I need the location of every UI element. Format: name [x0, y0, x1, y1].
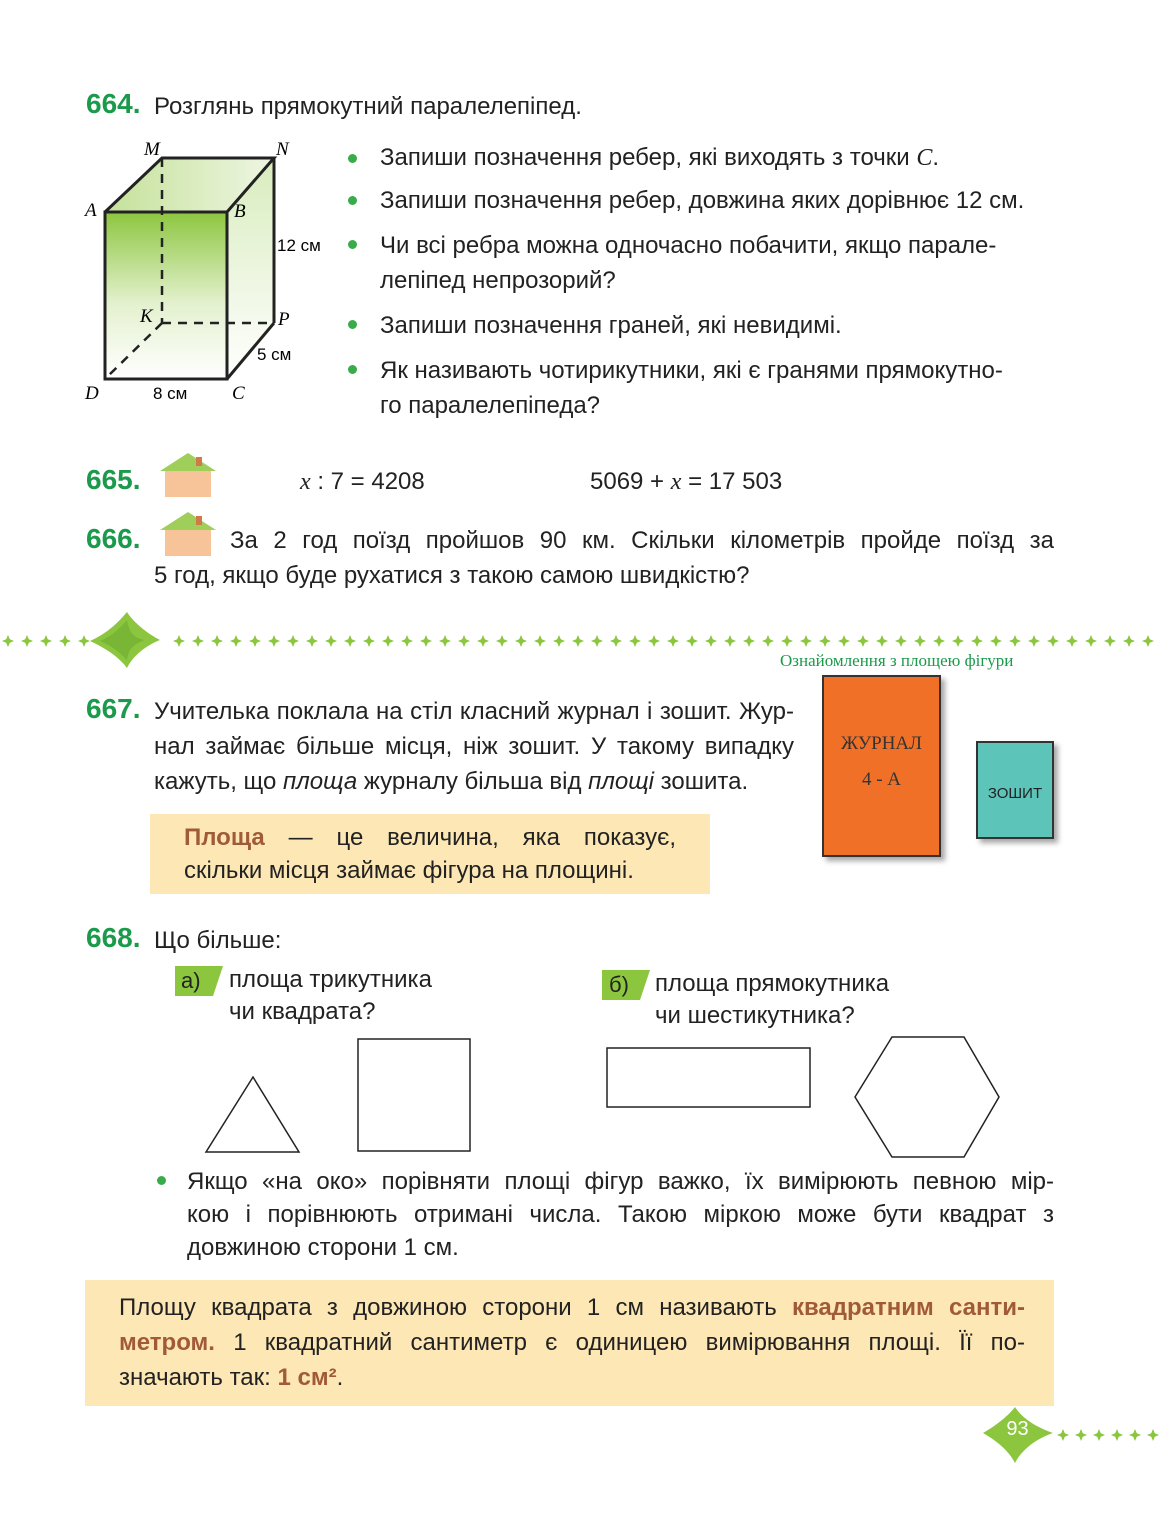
divider-star-icon — [1085, 635, 1097, 647]
divider-star-icon — [1142, 635, 1154, 647]
divider-star-icon — [629, 635, 641, 647]
divider-star-icon — [268, 635, 280, 647]
divider-star-icon — [857, 635, 869, 647]
label-M: M — [144, 139, 160, 160]
front-face — [105, 212, 227, 379]
divider-star-icon — [800, 635, 812, 647]
divider-star-icon — [496, 635, 508, 647]
divider-star-icon — [933, 635, 945, 647]
page-star-icon — [1147, 1429, 1159, 1441]
bullet-dot — [348, 196, 357, 205]
divider-star-icon — [667, 635, 679, 647]
problem-666-line-1: За 2 год поїзд пройшов 90 км. Скільки кілометрів пройде поїзд за — [230, 527, 1054, 554]
exercise-668-title: Що більше: — [154, 927, 282, 954]
divider-star-icon — [876, 635, 888, 647]
notebook — [976, 741, 1054, 839]
journal-title: ЖУРНАЛ — [840, 733, 923, 754]
square — [358, 1039, 470, 1151]
definition-box — [150, 814, 710, 894]
journal-class: 4 - А — [861, 769, 902, 790]
question-2: Запиши позначення ребер, довжина яких дорівнює 12 см. — [380, 187, 1025, 214]
label-b: б) — [609, 972, 629, 997]
journal-book — [822, 675, 941, 857]
label-B: B — [234, 201, 246, 222]
problem-666-line-2: 5 год, якщо буде рухатися з такою самою швидкістю? — [154, 562, 750, 589]
divider-star-icon — [325, 635, 337, 647]
divider-star-icon — [952, 635, 964, 647]
question-5-line-2: го паралелепіпеда? — [380, 392, 601, 419]
rule-line-2: метром. 1 квадратний сантиметр є одиницею вимірювання площі. Її по- — [119, 1329, 1025, 1356]
label-C: C — [232, 383, 245, 404]
divider-star-icon — [249, 635, 261, 647]
divider-star-icon — [743, 635, 755, 647]
homework-house-icon — [158, 451, 218, 497]
parallelepiped-figure — [80, 135, 340, 410]
exercise-number-667: 667. — [86, 693, 141, 724]
divider-star-icon — [78, 635, 90, 647]
rule-line-3: значають так: 1 см². — [119, 1364, 344, 1391]
question-3-line-1: Чи всі ребра можна одночасно побачити, якщо парале- — [380, 232, 997, 259]
divider-star-icon — [1123, 635, 1135, 647]
question-4: Запиши позначення граней, які невидимі. — [380, 312, 842, 339]
bullet-dot — [348, 154, 357, 163]
bullet-dot — [348, 320, 357, 329]
rectangle — [607, 1048, 810, 1107]
divider-star-icon — [990, 635, 1002, 647]
part-a-line-1: площа трикутника — [229, 966, 432, 993]
divider-star-icon — [1009, 635, 1021, 647]
divider-star-icon — [610, 635, 622, 647]
divider-star-icon — [59, 635, 71, 647]
divider-star-icon — [21, 635, 33, 647]
divider-star-icon — [192, 635, 204, 647]
exercise-number-665: 665. — [86, 464, 141, 495]
shapes-group — [195, 1030, 1025, 1165]
label-A: A — [85, 200, 97, 221]
hexagon — [855, 1037, 999, 1157]
divider-star-icon — [686, 635, 698, 647]
part-b-line-1: площа прямокутника — [655, 970, 890, 997]
divider-star-icon — [591, 635, 603, 647]
label-P: P — [278, 309, 290, 330]
problem-667-line-2: нал займає більше місця, ніж зошит. У такому випадку — [154, 733, 794, 760]
divider-star-icon — [230, 635, 242, 647]
divider-star-icon — [344, 635, 356, 647]
definition-line-1: Площа — це величина, яка показує, — [184, 824, 676, 851]
exercise-664-title: Розглянь прямокутний паралелепіпед. — [154, 93, 582, 120]
note-line-2: кою і порівнюють отримані числа. Такою міркою може бути квадрат з — [187, 1201, 1054, 1228]
dimension-height: 12 см — [277, 236, 321, 255]
divider-star-icon — [477, 635, 489, 647]
dimension-depth: 5 см — [257, 345, 292, 364]
page-star-icon — [1129, 1429, 1141, 1441]
problem-667-line-3: кажуть, що площа журналу більша від площі зошита. — [154, 768, 749, 795]
exercise-number-668: 668. — [86, 922, 141, 953]
problem-667-line-1: Учителька поклала на стіл класний журнал і зошит. Жур- — [154, 698, 794, 725]
divider-star-icon — [458, 635, 470, 647]
divider-star-icon — [971, 635, 983, 647]
homework-house-icon — [158, 510, 218, 556]
page-star-icon — [1057, 1429, 1069, 1441]
divider-star-icon — [914, 635, 926, 647]
divider-star-icon — [534, 635, 546, 647]
rule-line-1: Площу квадрата з довжиною сторони 1 см називають квадратним санти- — [119, 1294, 1025, 1321]
rule-box — [85, 1280, 1054, 1406]
divider-star-icon — [515, 635, 527, 647]
equation-2: 5069 + x = 17 503 — [590, 468, 783, 495]
page-star-icon — [1111, 1429, 1123, 1441]
triangle — [206, 1077, 299, 1152]
label-K: K — [140, 306, 153, 327]
divider-star-icon — [306, 635, 318, 647]
label-a: а) — [181, 968, 201, 993]
divider-star-icon — [211, 635, 223, 647]
page-star-icon — [1093, 1429, 1105, 1441]
note-line-1: Якщо «на око» порівняти площі фігур важко, їх вимірюють певною мір- — [187, 1168, 1054, 1195]
divider-star-icon — [781, 635, 793, 647]
dimension-width: 8 см — [153, 384, 188, 403]
exercise-number-664: 664. — [86, 88, 141, 119]
divider-star-icon — [173, 635, 185, 647]
bullet-dot — [348, 240, 357, 249]
divider-star-icon — [895, 635, 907, 647]
question-1: Запиши позначення ребер, які виходять з точки C. — [380, 144, 940, 171]
bullet-dot — [348, 365, 357, 374]
section-title: Ознайомлення з площею фігури — [780, 651, 1014, 670]
part-b-line-2: чи шестикутника? — [655, 1002, 855, 1029]
divider-star-icon — [553, 635, 565, 647]
question-5-line-1: Як називають чотирикутники, які є гранями прямокутно- — [380, 357, 1003, 384]
bullet-dot — [157, 1176, 166, 1185]
note-line-3: довжиною сторони 1 см. — [187, 1234, 459, 1261]
divider-star-icon — [439, 635, 451, 647]
divider-star-icon — [1066, 635, 1078, 647]
divider-star-icon — [363, 635, 375, 647]
divider-star-icon — [382, 635, 394, 647]
question-3-line-2: лепіпед непрозорий? — [380, 267, 616, 294]
divider-star-icon — [287, 635, 299, 647]
definition-line-2: скільки місця займає фігура на площині. — [184, 857, 634, 884]
notebook-label: ЗОШИТ — [987, 785, 1043, 802]
divider-star-icon — [1104, 635, 1116, 647]
divider-star-icon — [2, 635, 14, 647]
divider-star-icon — [819, 635, 831, 647]
label-N: N — [276, 139, 289, 160]
divider-star-icon — [838, 635, 850, 647]
divider-star-icon — [572, 635, 584, 647]
divider-star-icon — [762, 635, 774, 647]
divider-star-icon — [1028, 635, 1040, 647]
divider-star-icon — [648, 635, 660, 647]
divider-star-icon — [705, 635, 717, 647]
label-D: D — [85, 383, 99, 404]
part-a-line-2: чи квадрата? — [229, 998, 376, 1025]
divider-star-icon — [401, 635, 413, 647]
page-star-icon — [1075, 1429, 1087, 1441]
divider-star-icon — [1047, 635, 1059, 647]
divider-star-icon — [420, 635, 432, 647]
divider-star-icon — [40, 635, 52, 647]
exercise-number-666: 666. — [86, 523, 141, 554]
divider-star-icon — [724, 635, 736, 647]
page-number: 93 — [1006, 1418, 1029, 1440]
equation-1: x : 7 = 4208 — [300, 468, 425, 495]
